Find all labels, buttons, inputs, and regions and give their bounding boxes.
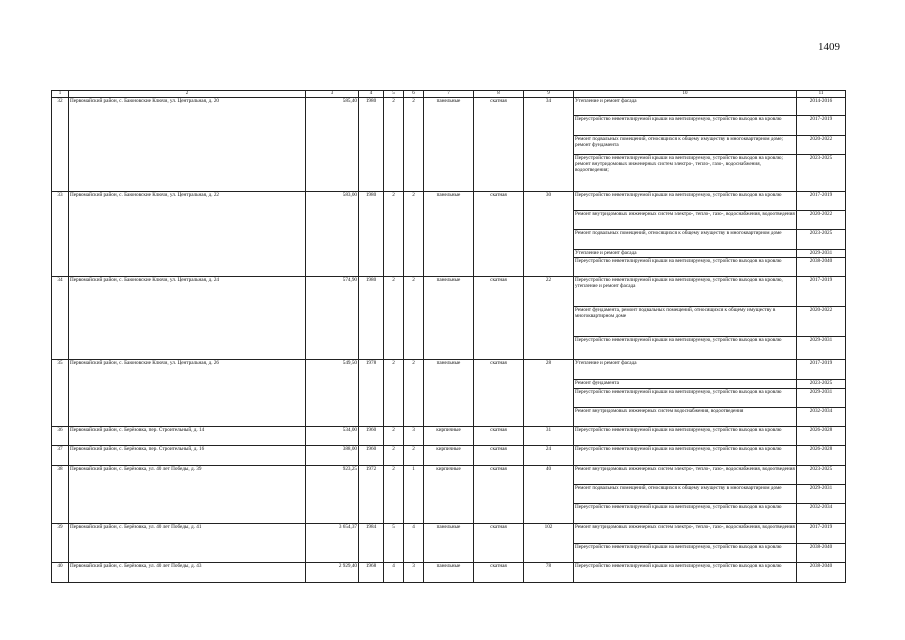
work-description: Ремонт внутридомовых инженерных систем электро-, тепло-, газо-, водоснабжения, водоотведения: [574, 211, 797, 230]
floor-count: 4: [384, 563, 404, 583]
table-row: [52, 98, 846, 116]
work-period: 2017-2019: [797, 277, 846, 307]
work-description: Переустройство невентилируемой крыши на вентилируемую, устройство выходов на кровлю, утепление и ремонт фасада: [574, 277, 797, 307]
resident-count: 40: [524, 466, 574, 524]
work-description: Переустройство невентилируемой крыши на вентилируемую, устройство выходов на кровлю: [574, 563, 797, 583]
building-address: Первомайский район, с. Баюновские Ключи, ул. Центральная, д. 22: [69, 192, 306, 277]
building-address: Первомайский район, с. Берёзовка, пер. Строительный, д. 16: [69, 446, 306, 466]
header-cell: 11: [797, 91, 846, 98]
work-description: Переустройство невентилируемой крыши на вентилируемую, устройство выходов на кровлю; ремонт внутридомовых инженерных систем электро-, тепло-, газо-, водоснабжения, водоотведения;: [574, 155, 797, 192]
work-period: 2032-2034: [797, 504, 846, 524]
work-period: 2026-2028: [797, 427, 846, 446]
entrance-count: 3: [404, 563, 424, 583]
entrance-count: 2: [404, 277, 424, 360]
header-cell: 8: [474, 91, 524, 98]
table-row: [52, 277, 846, 307]
header-cell: 5: [384, 91, 404, 98]
resident-count: 102: [524, 524, 574, 563]
work-period: 2023-2025: [797, 230, 846, 250]
work-period: 2023-2025: [797, 380, 846, 389]
work-description: Ремонт внутридомовых инженерных систем электро-, тепло-, газо-, водоснабжения, водоотведения: [574, 524, 797, 544]
wall-material: кирпичные: [424, 427, 474, 446]
work-description: Ремонт подвальных помещений, относящихся к общему имуществу в многоквартирном доме; ремонт фундамента: [574, 136, 797, 155]
header-cell: 3: [306, 91, 359, 98]
work-description: Утепление и ремонт фасада: [574, 98, 797, 116]
wall-material: панельные: [424, 563, 474, 583]
work-description: Переустройство невентилируемой крыши на вентилируемую, устройство выходов на кровлю: [574, 192, 797, 211]
roof-type: скатная: [474, 427, 524, 446]
work-period: 2020-2022: [797, 136, 846, 155]
resident-count: 78: [524, 563, 574, 583]
total-area: 585,40: [306, 98, 359, 192]
work-period: 2014-2016: [797, 98, 846, 116]
column-number-row: [52, 91, 846, 98]
work-description: Ремонт подвальных помещений, относящихся к общему имуществу в многоквартирном доме: [574, 485, 797, 504]
floor-count: 2: [384, 427, 404, 446]
row-number: 33: [52, 192, 69, 277]
floor-count: 5: [384, 524, 404, 563]
work-description: Ремонт фундамента: [574, 380, 797, 389]
commission-year: 1980: [359, 192, 384, 277]
work-description: Переустройство невентилируемой крыши на вентилируемую, устройство выходов на кровлю: [574, 116, 797, 136]
work-period: 2023-2025: [797, 466, 846, 485]
total-area: 583,00: [306, 192, 359, 277]
work-period: 2038-2040: [797, 258, 846, 277]
roof-type: скатная: [474, 446, 524, 466]
wall-material: кирпичные: [424, 466, 474, 524]
floor-count: 2: [384, 98, 404, 192]
total-area: 534,00: [306, 427, 359, 446]
wall-material: панельные: [424, 524, 474, 563]
total-area: 3 654,37: [306, 524, 359, 563]
repair-schedule-table: [51, 90, 846, 583]
row-number: 40: [52, 563, 69, 583]
floor-count: 2: [384, 466, 404, 524]
table-row: [52, 360, 846, 380]
building-address: Первомайский район, с. Баюновские Ключи, ул. Центральная, д. 26: [69, 360, 306, 427]
wall-material: панельные: [424, 277, 474, 360]
work-description: Переустройство невентилируемой крыши на вентилируемую, устройство выходов на кровлю: [574, 389, 797, 408]
roof-type: скатная: [474, 98, 524, 192]
work-description: Переустройство невентилируемой крыши на вентилируемую, устройство выходов на кровлю: [574, 504, 797, 524]
work-period: 2038-2040: [797, 563, 846, 583]
resident-count: 34: [524, 98, 574, 192]
entrance-count: 2: [404, 192, 424, 277]
roof-type: скатная: [474, 563, 524, 583]
work-description: Переустройство невентилируемой крыши на вентилируемую, устройство выходов на кровлю: [574, 427, 797, 446]
work-period: 2020-2022: [797, 211, 846, 230]
header-cell: 1: [52, 91, 69, 98]
total-area: 549,50: [306, 360, 359, 427]
building-address: Первомайский район, с. Баюновские Ключи, ул. Центральная, д. 24: [69, 277, 306, 360]
work-description: Переустройство невентилируемой крыши на вентилируемую, устройство выходов на кровлю: [574, 544, 797, 563]
roof-type: скатная: [474, 277, 524, 360]
roof-type: скатная: [474, 360, 524, 427]
commission-year: 1978: [359, 360, 384, 427]
entrance-count: 2: [404, 446, 424, 466]
floor-count: 2: [384, 360, 404, 427]
row-number: 37: [52, 446, 69, 466]
work-period: 2029-2031: [797, 337, 846, 360]
work-period: 2029-2031: [797, 250, 846, 258]
total-area: 574,90: [306, 277, 359, 360]
entrance-count: 2: [404, 98, 424, 192]
table-row: [52, 524, 846, 544]
wall-material: панельные: [424, 98, 474, 192]
building-address: Первомайский район, с. Берёзовка, ул. 40 лет Победы, д. 39: [69, 466, 306, 524]
wall-material: кирпичные: [424, 446, 474, 466]
commission-year: 1960: [359, 427, 384, 446]
building-address: Первомайский район, с. Берёзовка, пер. Строительный, д. 14: [69, 427, 306, 446]
work-description: Утепление и ремонт фасада: [574, 360, 797, 380]
roof-type: скатная: [474, 192, 524, 277]
wall-material: панельные: [424, 192, 474, 277]
work-period: 2032-2034: [797, 408, 846, 427]
work-period: 2026-2028: [797, 446, 846, 466]
table-row: [52, 427, 846, 446]
commission-year: 1968: [359, 563, 384, 583]
commission-year: 1960: [359, 446, 384, 466]
work-period: 2017-2019: [797, 360, 846, 380]
entrance-count: 3: [404, 427, 424, 446]
header-cell: 7: [424, 91, 474, 98]
commission-year: 1980: [359, 277, 384, 360]
building-address: Первомайский район, с. Берёзовка, ул. 40 лет Победы, д. 43: [69, 563, 306, 583]
commission-year: 1972: [359, 466, 384, 524]
work-period: 2017-2019: [797, 116, 846, 136]
row-number: 39: [52, 524, 69, 563]
work-description: Ремонт подвальных помещений, относящихся к общему имуществу в многоквартирном доме: [574, 230, 797, 250]
building-address: Первомайский район, с. Баюновские Ключи, ул. Центральная, д. 20: [69, 98, 306, 192]
work-description: Ремонт внутридомовых инженерных систем водоснабжения, водоотведения: [574, 408, 797, 427]
header-cell: 9: [524, 91, 574, 98]
roof-type: скатная: [474, 466, 524, 524]
work-description: Утепление и ремонт фасада: [574, 250, 797, 258]
row-number: 38: [52, 466, 69, 524]
row-number: 35: [52, 360, 69, 427]
table-row: [52, 563, 846, 583]
floor-count: 2: [384, 277, 404, 360]
wall-material: панельные: [424, 360, 474, 427]
resident-count: 31: [524, 427, 574, 446]
table-row: [52, 466, 846, 485]
resident-count: 24: [524, 446, 574, 466]
floor-count: 2: [384, 192, 404, 277]
work-period: 2017-2019: [797, 524, 846, 544]
work-description: Переустройство невентилируемой крыши на вентилируемую, устройство выходов на кровлю: [574, 446, 797, 466]
resident-count: 30: [524, 192, 574, 277]
header-cell: 2: [69, 91, 306, 98]
work-period: 2038-2040: [797, 544, 846, 563]
table-row: [52, 192, 846, 211]
work-description: Переустройство невентилируемой крыши на вентилируемую, устройство выходов на кровлю: [574, 258, 797, 277]
resident-count: 22: [524, 277, 574, 360]
work-period: 2017-2019: [797, 192, 846, 211]
work-period: 2029-2031: [797, 485, 846, 504]
row-number: 34: [52, 277, 69, 360]
entrance-count: 2: [404, 360, 424, 427]
table-row: [52, 446, 846, 466]
roof-type: скатная: [474, 524, 524, 563]
commission-year: 1984: [359, 524, 384, 563]
work-period: 2029-2031: [797, 389, 846, 408]
work-description: Ремонт фундамента, ремонт подвальных помещений, относящихся к общему имуществу в многоквартирном доме: [574, 307, 797, 337]
total-area: 388,00: [306, 446, 359, 466]
work-description: Ремонт внутридомовых инженерных систем электро-, тепло-, газо-, водоснабжения, водоотведения: [574, 466, 797, 485]
header-cell: 4: [359, 91, 384, 98]
work-description: Переустройство невентилируемой крыши на вентилируемую, устройство выходов на кровлю: [574, 337, 797, 360]
work-period: 2023-2025: [797, 155, 846, 192]
building-address: Первомайский район, с. Берёзовка, ул. 40 лет Победы, д. 41: [69, 524, 306, 563]
entrance-count: 4: [404, 524, 424, 563]
row-number: 32: [52, 98, 69, 192]
total-area: 2 929,40: [306, 563, 359, 583]
entrance-count: 1: [404, 466, 424, 524]
commission-year: 1980: [359, 98, 384, 192]
page-number: 1409: [818, 41, 840, 53]
work-period: 2020-2022: [797, 307, 846, 337]
floor-count: 2: [384, 446, 404, 466]
resident-count: 28: [524, 360, 574, 427]
header-cell: 6: [404, 91, 424, 98]
total-area: 923,25: [306, 466, 359, 524]
row-number: 36: [52, 427, 69, 446]
header-cell: 10: [574, 91, 797, 98]
